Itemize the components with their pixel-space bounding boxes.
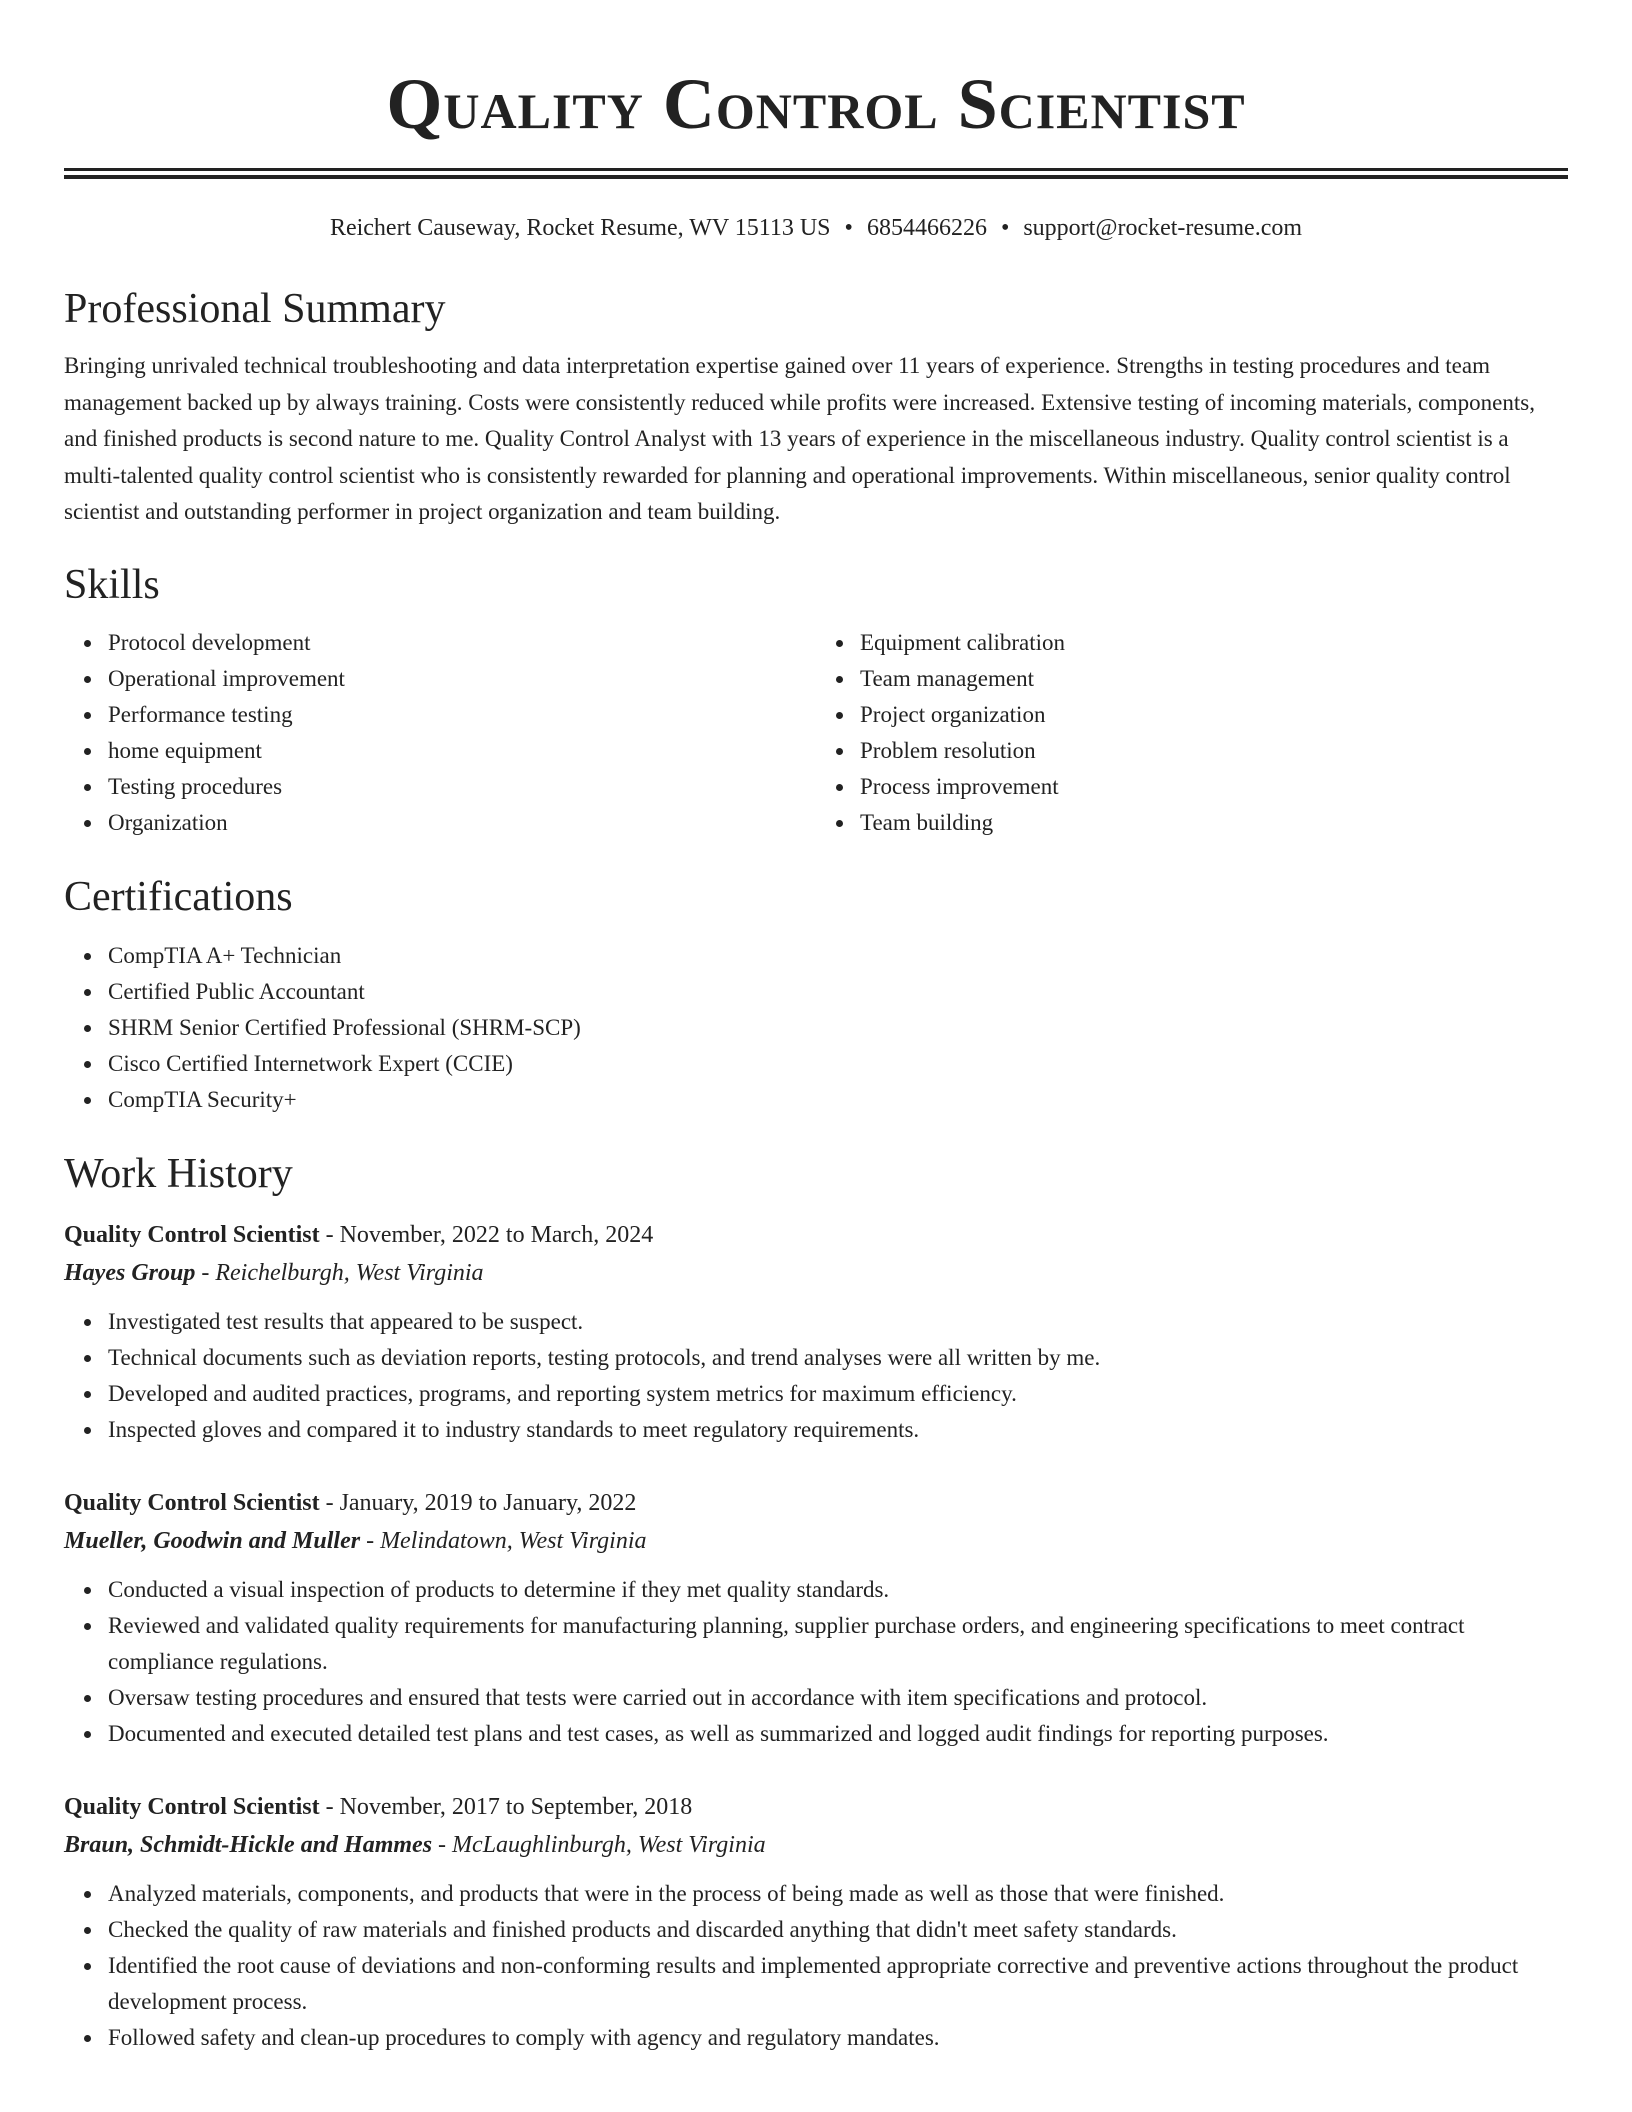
skills-column-left <box>64 625 816 841</box>
section-heading-summary: Professional Summary <box>64 286 446 332</box>
certification-item: CompTIA Security+ <box>108 1082 1568 1118</box>
job-title: Quality Control Scientist <box>64 1793 320 1820</box>
company-dash: - <box>195 1259 216 1286</box>
section-heading-work-history: Work History <box>64 1150 293 1197</box>
title-rule-bottom <box>64 175 1568 179</box>
job-title: Quality Control Scientist <box>64 1221 320 1248</box>
job-entry <box>64 1484 1568 1752</box>
company-location: Reichelburgh, West Virginia <box>215 1259 484 1286</box>
contact-line <box>64 213 1568 243</box>
certification-item: SHRM Senior Certified Professional (SHRM-SCP) <box>108 1010 1568 1046</box>
job-title-line <box>64 1484 1568 1522</box>
company-location: Melindatown, West Virginia <box>380 1527 647 1554</box>
company-line <box>64 1522 1568 1560</box>
page-title: Quality Control Scientist <box>386 64 1246 144</box>
job-duty: Checked the quality of raw materials and finished products and discarded anything that didn't meet safety standards. <box>108 1912 1568 1948</box>
job-title-line <box>64 1788 1568 1826</box>
company-location: McLaughlinburgh, West Virginia <box>452 1831 766 1858</box>
contact-separator: • <box>1000 215 1010 241</box>
job-dates: November, 2022 to March, 2024 <box>339 1221 654 1248</box>
skill-item: Equipment calibration <box>860 625 1568 661</box>
skill-item: Project organization <box>860 697 1568 733</box>
skill-item: home equipment <box>108 733 816 769</box>
job-duty: Oversaw testing procedures and ensured that tests were carried out in accordance with item specifications and protocol. <box>108 1680 1568 1716</box>
job-dash: - <box>319 1221 340 1248</box>
skill-item: Protocol development <box>108 625 816 661</box>
skills-list-left <box>64 625 816 841</box>
job-duty: Followed safety and clean-up procedures to comply with agency and regulatory mandates. <box>108 2020 1568 2056</box>
job-title: Quality Control Scientist <box>64 1489 320 1516</box>
company-line <box>64 1826 1568 1864</box>
job-dash: - <box>319 1793 340 1820</box>
contact-separator: • <box>844 215 853 241</box>
certification-item: CompTIA A+ Technician <box>108 938 1568 974</box>
job-duty: Inspected gloves and compared it to industry standards to meet regulatory requirements. <box>108 1412 1568 1448</box>
skill-item: Process improvement <box>860 769 1568 805</box>
company-name: Mueller, Goodwin and Muller <box>64 1527 361 1554</box>
skill-item: Performance testing <box>108 697 816 733</box>
job-dates: November, 2017 to September, 2018 <box>339 1793 693 1820</box>
job-entry <box>64 1788 1568 2056</box>
company-dash: - <box>432 1831 453 1858</box>
title-rule-top <box>64 168 1568 171</box>
skill-item: Team building <box>860 805 1568 841</box>
skills-list-right <box>816 625 1568 841</box>
certification-item: Certified Public Accountant <box>108 974 1568 1010</box>
certifications-list <box>64 938 1568 1118</box>
job-title-line <box>64 1216 1568 1254</box>
company-line <box>64 1254 1568 1292</box>
job-duties-list <box>64 1876 1568 2056</box>
certification-item: Cisco Certified Internetwork Expert (CCIE) <box>108 1046 1568 1082</box>
job-dash: - <box>319 1489 340 1516</box>
job-duty: Identified the root cause of deviations and non-conforming results and implemented appropriate corrective and preventive actions throughout the product development process. <box>108 1948 1568 2020</box>
job-duties-list <box>64 1572 1568 1752</box>
company-name: Hayes Group <box>64 1259 196 1286</box>
summary-paragraph: Bringing unrivaled technical troubleshooting and data interpretation expertise gained over 11 years of experience. Strengths in testing procedures and team management backed up by always training. Costs were consistently reduced while profits were increased. Extensive testing of incoming materials, components, and finished products is second nature to me. Quality Control Analyst with 13 years of experience in the miscellaneous industry. Quality control scientist is a multi-talented quality control scientist who is consistently rewarded for planning and operational improvements. Within miscellaneous, senior quality control scientist and outstanding performer in project organization and team building. <box>64 353 1535 524</box>
contact-address: Reichert Causeway, Rocket Resume, WV 15113 US <box>329 215 831 241</box>
contact-email: support@rocket-resume.com <box>1023 215 1303 241</box>
job-duty: Reviewed and validated quality requirements for manufacturing planning, supplier purchase orders, and engineering specifications to meet contract compliance regulations. <box>108 1608 1568 1680</box>
job-duty: Technical documents such as deviation reports, testing protocols, and trend analyses were all written by me. <box>108 1340 1568 1376</box>
skill-item: Team management <box>860 661 1568 697</box>
company-name: Braun, Schmidt-Hickle and Hammes <box>64 1831 433 1858</box>
job-duty: Developed and audited practices, programs, and reporting system metrics for maximum efficiency. <box>108 1376 1568 1412</box>
job-dates: January, 2019 to January, 2022 <box>339 1489 637 1516</box>
job-duty: Conducted a visual inspection of products to determine if they met quality standards. <box>108 1572 1568 1608</box>
skills-grid <box>64 625 1568 841</box>
skill-item: Organization <box>108 805 816 841</box>
job-entry <box>64 1216 1568 1448</box>
skill-item: Testing procedures <box>108 769 816 805</box>
contact-phone: 6854466226 <box>866 215 987 241</box>
job-duty: Investigated test results that appeared to be suspect. <box>108 1304 1568 1340</box>
skills-column-right <box>816 625 1568 841</box>
company-dash: - <box>360 1527 381 1554</box>
job-duties-list <box>64 1304 1568 1448</box>
skill-item: Operational improvement <box>108 661 816 697</box>
section-heading-skills: Skills <box>64 561 160 608</box>
job-duty: Documented and executed detailed test plans and test cases, as well as summarized and logged audit findings for reporting purposes. <box>108 1716 1568 1752</box>
section-heading-certifications: Certifications <box>64 873 293 920</box>
skill-item: Problem resolution <box>860 733 1568 769</box>
job-duty: Analyzed materials, components, and products that were in the process of being made as well as those that were finished. <box>108 1876 1568 1912</box>
